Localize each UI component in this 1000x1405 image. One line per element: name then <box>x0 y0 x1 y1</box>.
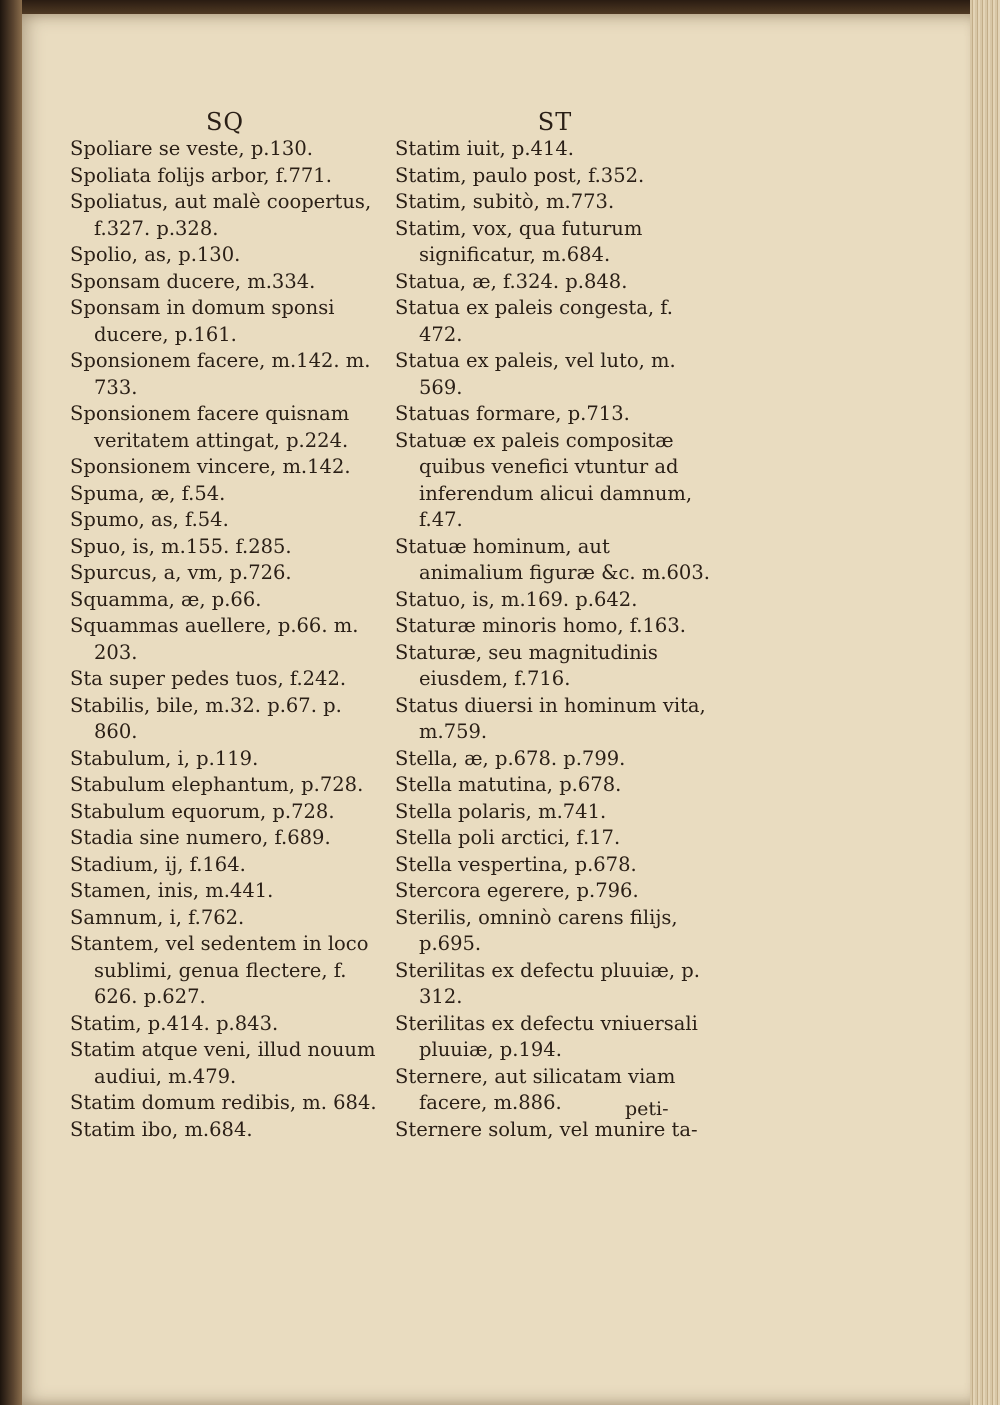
index-entry: Statim atque veni, illud nouum audiui, m.479. <box>70 1038 376 1088</box>
index-entry: Stella matutina, p.678. <box>395 773 622 796</box>
index-entry: Statuo, is, m.169. p.642. <box>395 587 638 611</box>
index-entry: Sternere, aut silicatam viam facere, m.886. <box>395 1064 676 1114</box>
index-entry: Spumo, as, f.54. <box>70 508 229 531</box>
index-entry: Sterilis, omninò carens filijs, p.695. <box>395 905 678 955</box>
page-edges <box>970 0 1000 1405</box>
index-entry: Sterilitas ex defectu pluuiæ, p. 312. <box>395 958 700 1008</box>
index-entry: Statim domum redibis, m. 684. <box>70 1091 377 1114</box>
index-entry: Statim ibo, m.684. <box>70 1117 253 1141</box>
index-entry: Spolio, as, p.130. <box>70 243 241 266</box>
index-entry: Sponsam in domum sponsi ducere, p.161. <box>70 296 335 346</box>
index-entry: Staturæ, seu magnitudinis eiusdem, f.716. <box>395 640 658 690</box>
index-entry: Stella vespertina, p.678. <box>395 852 637 876</box>
index-entry: Stella polaris, m.741. <box>395 799 607 823</box>
index-entry: Samnum, i, f.762. <box>70 905 245 929</box>
index-entry: Spoliare se veste, p.130. <box>70 137 313 160</box>
index-entry: Statim, subitò, m.773. <box>395 190 615 213</box>
index-entry: Statim, paulo post, f.352. <box>395 163 645 187</box>
index-entry: Sponsionem vincere, m.142. <box>70 455 351 478</box>
index-entry: Statua ex paleis congesta, f. 472. <box>395 296 673 346</box>
index-entry: Statua ex paleis, vel luto, m. 569. <box>395 349 676 399</box>
index-entry: Stadia sine numero, f.689. <box>70 826 331 849</box>
index-entry: Squamma, æ, p.66. <box>70 587 262 611</box>
index-entry: Statim, p.414. p.843. <box>70 1011 279 1035</box>
left-entry-list <box>70 136 380 1143</box>
left-column-header: SQ <box>205 108 245 136</box>
index-entry: Sponsam ducere, m.334. <box>70 269 316 293</box>
index-entry: Statua, æ, f.324. p.848. <box>395 269 628 293</box>
index-entry: Stabulum equorum, p.728. <box>70 799 335 823</box>
left-column <box>70 108 380 1143</box>
index-entry: Sta super pedes tuos, f.242. <box>70 667 347 690</box>
index-entry: Sponsionem facere quisnam veritatem attingat, p.224. <box>70 402 350 452</box>
index-entry: Statuæ hominum, aut animalium figuræ &c. m.603. <box>395 534 710 584</box>
index-entry: Stercora egerere, p.796. <box>395 879 639 902</box>
index-entry: Sternere solum, vel munire ta- <box>395 1117 698 1141</box>
right-entry-list <box>395 136 715 1143</box>
right-column <box>395 108 715 1143</box>
index-entry: Stella, æ, p.678. p.799. <box>395 746 626 770</box>
right-column-header: ST <box>537 108 573 136</box>
book-gutter <box>0 0 22 1405</box>
index-entry: Staturæ minoris homo, f.163. <box>395 614 686 637</box>
index-entry: Stadium, ij, f.164. <box>70 852 246 876</box>
index-entry: Stella poli arctici, f.17. <box>395 826 621 849</box>
catchword: peti- <box>625 1098 669 1120</box>
index-entry: Spuo, is, m.155. f.285. <box>70 534 292 558</box>
index-entry: Statuæ ex paleis compositæ quibus venefici vtuntur ad inferendum alicui damnum, f.47. <box>395 428 693 531</box>
index-entry: Statim, vox, qua futurum significatur, m.684. <box>395 216 643 266</box>
index-entry: Spurcus, a, vm, p.726. <box>70 561 292 584</box>
index-entry: Statuas formare, p.713. <box>395 402 630 425</box>
index-entry: Stabulum elephantum, p.728. <box>70 773 364 796</box>
index-entry: Sponsionem facere, m.142. m. 733. <box>70 349 371 399</box>
index-entry: Sterilitas ex defectu vniuersali pluuiæ, p.194. <box>395 1011 698 1061</box>
index-entry: Stabulum, i, p.119. <box>70 746 259 770</box>
index-entry: Squammas auellere, p.66. m. 203. <box>70 614 359 664</box>
index-entry: Status diuersi in hominum vita, m.759. <box>395 693 706 743</box>
index-entry: Stantem, vel sedentem in loco sublimi, genua flectere, f. 626. p.627. <box>70 932 369 1008</box>
index-entry: Spoliatus, aut malè coopertus, f.327. p.328. <box>70 190 372 240</box>
index-entry: Stamen, inis, m.441. <box>70 879 274 902</box>
index-entry: Statim iuit, p.414. <box>395 137 574 160</box>
index-entry: Spoliata folijs arbor, f.771. <box>70 163 332 187</box>
index-entry: Spuma, æ, f.54. <box>70 481 226 505</box>
index-entry: Stabilis, bile, m.32. p.67. p. 860. <box>70 693 342 743</box>
